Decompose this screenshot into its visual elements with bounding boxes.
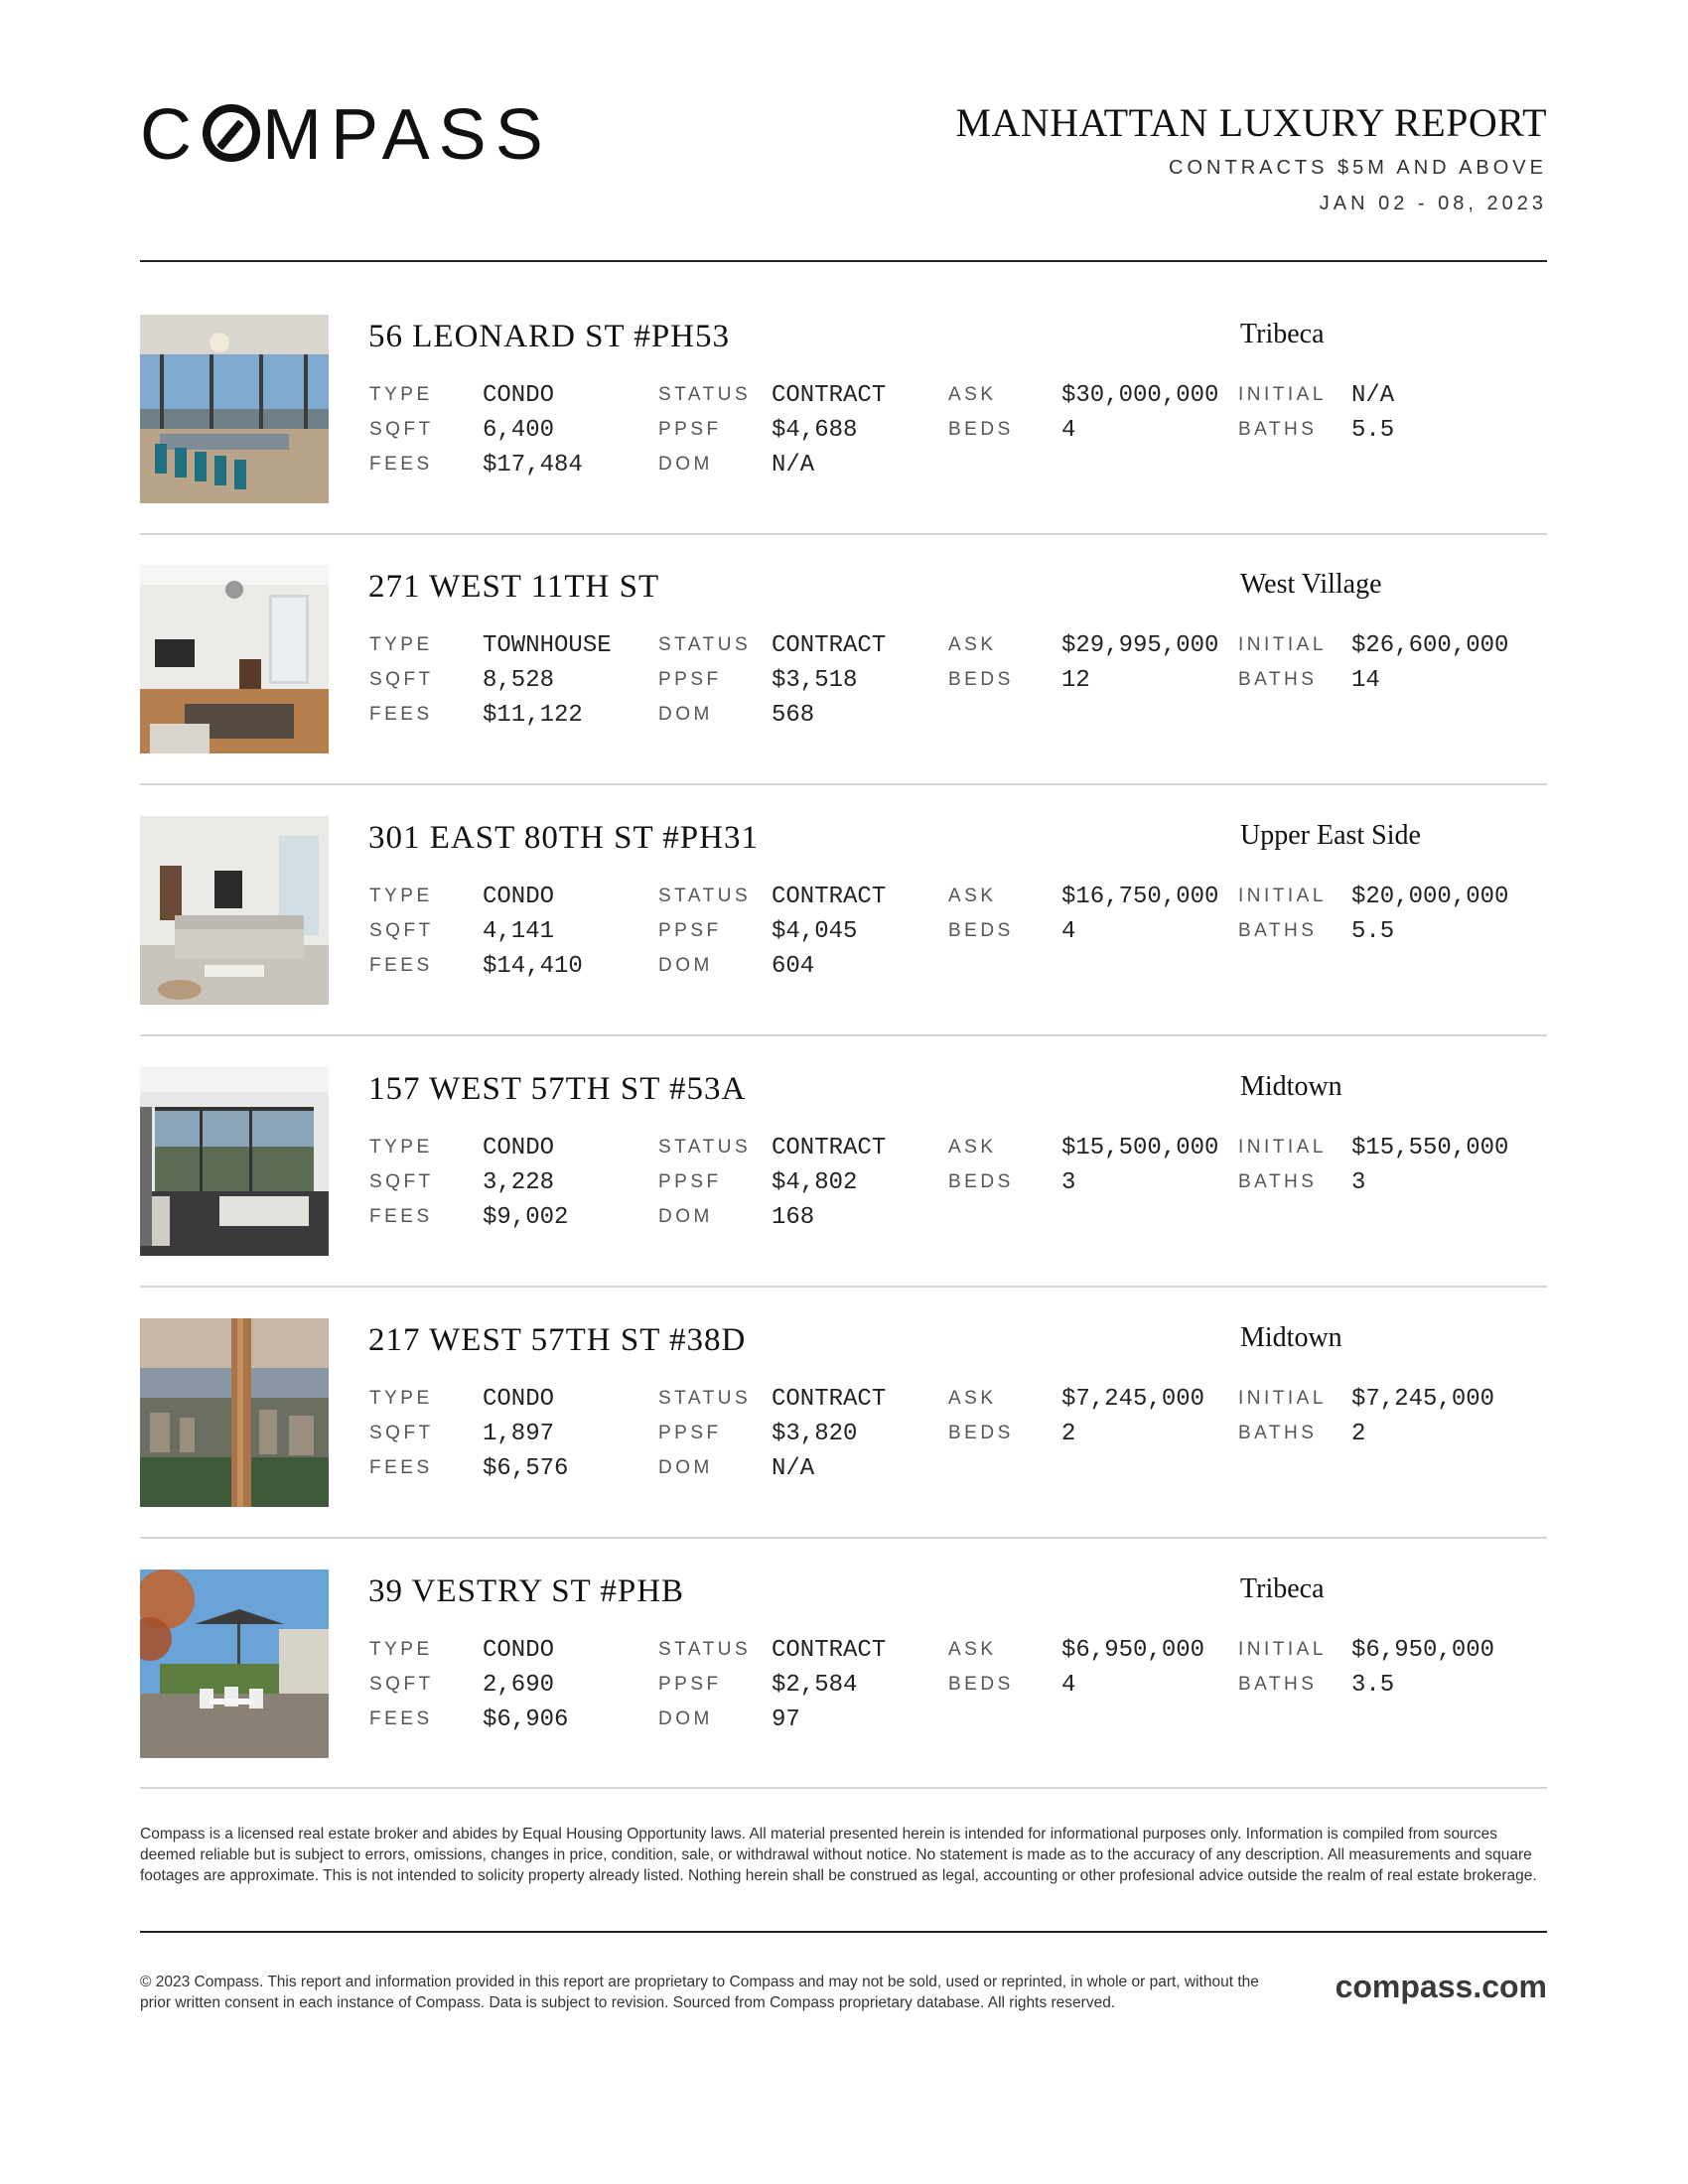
- baths-value: 2: [1351, 1421, 1366, 1447]
- report-subtitle: CONTRACTS $5M AND ABOVE: [1169, 157, 1547, 179]
- baths-label: BATHS: [1238, 920, 1318, 941]
- listing-photo: [140, 1570, 329, 1758]
- fees-label: FEES: [369, 704, 433, 725]
- listing-row: [140, 1570, 1547, 1758]
- baths-label: BATHS: [1238, 1423, 1318, 1443]
- dom-value: N/A: [772, 1455, 815, 1482]
- ask-label: ASK: [948, 634, 997, 655]
- type-value: CONDO: [483, 382, 555, 409]
- beds-value: 2: [1061, 1421, 1076, 1447]
- beds-label: BEDS: [948, 669, 1014, 690]
- ask-label: ASK: [948, 1639, 997, 1660]
- fees-value: $17,484: [483, 452, 583, 478]
- row-divider: [140, 1034, 1547, 1036]
- ppsf-value: $3,518: [772, 667, 858, 694]
- dom-value: 97: [772, 1706, 800, 1733]
- header-divider: [140, 260, 1547, 262]
- beds-label: BEDS: [948, 1423, 1014, 1443]
- status-value: CONTRACT: [772, 382, 887, 409]
- ask-label: ASK: [948, 886, 997, 906]
- report-header: [140, 95, 1547, 218]
- initial-label: INITIAL: [1238, 634, 1327, 655]
- beds-value: 12: [1061, 667, 1090, 694]
- dom-label: DOM: [658, 1708, 713, 1729]
- ask-label: ASK: [948, 1388, 997, 1409]
- type-value: CONDO: [483, 1637, 555, 1664]
- row-divider: [140, 533, 1547, 535]
- listing-address: 301 EAST 80TH ST #PH31: [368, 820, 759, 856]
- dom-label: DOM: [658, 1206, 713, 1227]
- compass-logo-o-icon: [203, 104, 260, 162]
- beds-label: BEDS: [948, 1674, 1014, 1695]
- sqft-value: 2,690: [483, 1672, 555, 1699]
- baths-value: 5.5: [1351, 918, 1395, 945]
- status-value: CONTRACT: [772, 1637, 887, 1664]
- type-value: TOWNHOUSE: [483, 632, 612, 659]
- sqft-label: SQFT: [369, 1674, 434, 1695]
- sqft-label: SQFT: [369, 669, 434, 690]
- baths-value: 3: [1351, 1169, 1366, 1196]
- copyright-notice: © 2023 Compass. This report and information provided in this report are proprietary to Compass and may not be sold, used or reprinted, in whole or part, without the prior written consent in each instance of Compass. Data is subject to revision. Sourced from Compass proprietary database. All rights reserved.: [140, 1974, 1259, 2011]
- listing-address: 157 WEST 57TH ST #53A: [368, 1071, 747, 1107]
- listing-row: [140, 1067, 1547, 1256]
- row-divider: [140, 1286, 1547, 1288]
- ask-value: $29,995,000: [1061, 632, 1219, 659]
- legal-disclaimer: Compass is a licensed real estate broker and abides by Equal Housing Opportunity laws. All material presented herein is intended for informational purposes only. Information is compiled from sources deemed reliable but is subject to errors, omissions, changes in price, condition, sale, or withdrawal without notice. No statement is made as to the accuracy of any description. All measurements and square footages are approximate. This is not intended to solicity property already listed. Nothing herein shall be construed as legal, accounting or other profesional advice outside the realm of real estate brokerage.: [140, 1826, 1537, 1884]
- compass-logo: C MPASS: [140, 95, 552, 175]
- status-label: STATUS: [658, 1137, 752, 1158]
- initial-value: $20,000,000: [1351, 884, 1509, 910]
- sqft-label: SQFT: [369, 419, 434, 440]
- ask-value: $15,500,000: [1061, 1135, 1219, 1161]
- beds-label: BEDS: [948, 920, 1014, 941]
- beds-value: 3: [1061, 1169, 1076, 1196]
- baths-label: BATHS: [1238, 419, 1318, 440]
- ask-label: ASK: [948, 384, 997, 405]
- ppsf-label: PPSF: [658, 1171, 722, 1192]
- status-value: CONTRACT: [772, 1386, 887, 1413]
- listing-photo: [140, 565, 329, 753]
- beds-label: BEDS: [948, 419, 1014, 440]
- dom-label: DOM: [658, 454, 713, 475]
- fees-value: $11,122: [483, 702, 583, 729]
- dom-label: DOM: [658, 1457, 713, 1478]
- fees-label: FEES: [369, 1708, 433, 1729]
- initial-value: $7,245,000: [1351, 1386, 1495, 1413]
- ppsf-value: $3,820: [772, 1421, 858, 1447]
- listing-neighborhood: Tribeca: [1240, 1573, 1325, 1604]
- initial-label: INITIAL: [1238, 1388, 1327, 1409]
- listing-address: 39 VESTRY ST #PHB: [368, 1573, 685, 1609]
- fees-value: $14,410: [483, 953, 583, 980]
- dom-value: N/A: [772, 452, 815, 478]
- beds-value: 4: [1061, 918, 1076, 945]
- ask-value: $6,950,000: [1061, 1637, 1205, 1664]
- initial-label: INITIAL: [1238, 1639, 1327, 1660]
- beds-value: 4: [1061, 417, 1076, 444]
- type-value: CONDO: [483, 1386, 555, 1413]
- dom-value: 568: [772, 702, 815, 729]
- listing-row: [140, 565, 1547, 753]
- status-value: CONTRACT: [772, 884, 887, 910]
- beds-value: 4: [1061, 1672, 1076, 1699]
- status-label: STATUS: [658, 1639, 752, 1660]
- listing-photo: [140, 1067, 329, 1256]
- fees-value: $6,906: [483, 1706, 569, 1733]
- status-value: CONTRACT: [772, 632, 887, 659]
- listing-address: 271 WEST 11TH ST: [368, 569, 660, 605]
- fees-label: FEES: [369, 454, 433, 475]
- initial-label: INITIAL: [1238, 886, 1327, 906]
- listing-neighborhood: Midtown: [1240, 1071, 1342, 1102]
- dom-value: 604: [772, 953, 815, 980]
- baths-value: 3.5: [1351, 1672, 1395, 1699]
- initial-label: INITIAL: [1238, 1137, 1327, 1158]
- status-value: CONTRACT: [772, 1135, 887, 1161]
- listing-row: [140, 315, 1547, 503]
- listing-neighborhood: Midtown: [1240, 1322, 1342, 1353]
- baths-label: BATHS: [1238, 1674, 1318, 1695]
- sqft-label: SQFT: [369, 1423, 434, 1443]
- status-label: STATUS: [658, 384, 752, 405]
- sqft-value: 8,528: [483, 667, 555, 694]
- footer-divider: [140, 1931, 1547, 1933]
- ppsf-label: PPSF: [658, 419, 722, 440]
- listing-photo: [140, 1318, 329, 1507]
- listing-row: [140, 816, 1547, 1005]
- ask-value: $7,245,000: [1061, 1386, 1205, 1413]
- type-label: TYPE: [369, 1639, 433, 1660]
- ppsf-label: PPSF: [658, 1423, 722, 1443]
- listing-photo: [140, 816, 329, 1005]
- ask-label: ASK: [948, 1137, 997, 1158]
- type-label: TYPE: [369, 886, 433, 906]
- dom-label: DOM: [658, 704, 713, 725]
- ask-value: $30,000,000: [1061, 382, 1219, 409]
- row-divider: [140, 1787, 1547, 1789]
- type-label: TYPE: [369, 1137, 433, 1158]
- sqft-label: SQFT: [369, 920, 434, 941]
- fees-label: FEES: [369, 1457, 433, 1478]
- sqft-label: SQFT: [369, 1171, 434, 1192]
- fees-value: $9,002: [483, 1204, 569, 1231]
- listing-neighborhood: Upper East Side: [1240, 820, 1421, 851]
- dom-label: DOM: [658, 955, 713, 976]
- report-title: MANHATTAN LUXURY REPORT: [955, 100, 1547, 145]
- sqft-value: 1,897: [483, 1421, 555, 1447]
- ppsf-label: PPSF: [658, 669, 722, 690]
- listing-neighborhood: West Village: [1240, 569, 1382, 600]
- initial-label: INITIAL: [1238, 384, 1327, 405]
- type-label: TYPE: [369, 1388, 433, 1409]
- row-divider: [140, 1537, 1547, 1539]
- initial-value: $6,950,000: [1351, 1637, 1495, 1664]
- ppsf-value: $2,584: [772, 1672, 858, 1699]
- dom-value: 168: [772, 1204, 815, 1231]
- initial-value: $26,600,000: [1351, 632, 1509, 659]
- listing-address: 56 LEONARD ST #PH53: [368, 319, 731, 354]
- initial-value: $15,550,000: [1351, 1135, 1509, 1161]
- listing-neighborhood: Tribeca: [1240, 319, 1325, 349]
- baths-value: 5.5: [1351, 417, 1395, 444]
- report-date-range: JAN 02 - 08, 2023: [1319, 193, 1547, 214]
- sqft-value: 3,228: [483, 1169, 555, 1196]
- ppsf-value: $4,045: [772, 918, 858, 945]
- fees-value: $6,576: [483, 1455, 569, 1482]
- ask-value: $16,750,000: [1061, 884, 1219, 910]
- beds-label: BEDS: [948, 1171, 1014, 1192]
- baths-label: BATHS: [1238, 669, 1318, 690]
- initial-value: N/A: [1351, 382, 1395, 409]
- type-value: CONDO: [483, 884, 555, 910]
- website-link[interactable]: compass.com: [1335, 1969, 1547, 2004]
- listing-address: 217 WEST 57TH ST #38D: [368, 1322, 747, 1358]
- status-label: STATUS: [658, 1388, 752, 1409]
- sqft-value: 6,400: [483, 417, 555, 444]
- type-label: TYPE: [369, 384, 433, 405]
- sqft-value: 4,141: [483, 918, 555, 945]
- status-label: STATUS: [658, 886, 752, 906]
- status-label: STATUS: [658, 634, 752, 655]
- ppsf-value: $4,688: [772, 417, 858, 444]
- baths-label: BATHS: [1238, 1171, 1318, 1192]
- ppsf-label: PPSF: [658, 1674, 722, 1695]
- ppsf-label: PPSF: [658, 920, 722, 941]
- listing-row: [140, 1318, 1547, 1507]
- fees-label: FEES: [369, 1206, 433, 1227]
- listing-photo: [140, 315, 329, 503]
- baths-value: 14: [1351, 667, 1380, 694]
- ppsf-value: $4,802: [772, 1169, 858, 1196]
- fees-label: FEES: [369, 955, 433, 976]
- type-value: CONDO: [483, 1135, 555, 1161]
- row-divider: [140, 783, 1547, 785]
- type-label: TYPE: [369, 634, 433, 655]
